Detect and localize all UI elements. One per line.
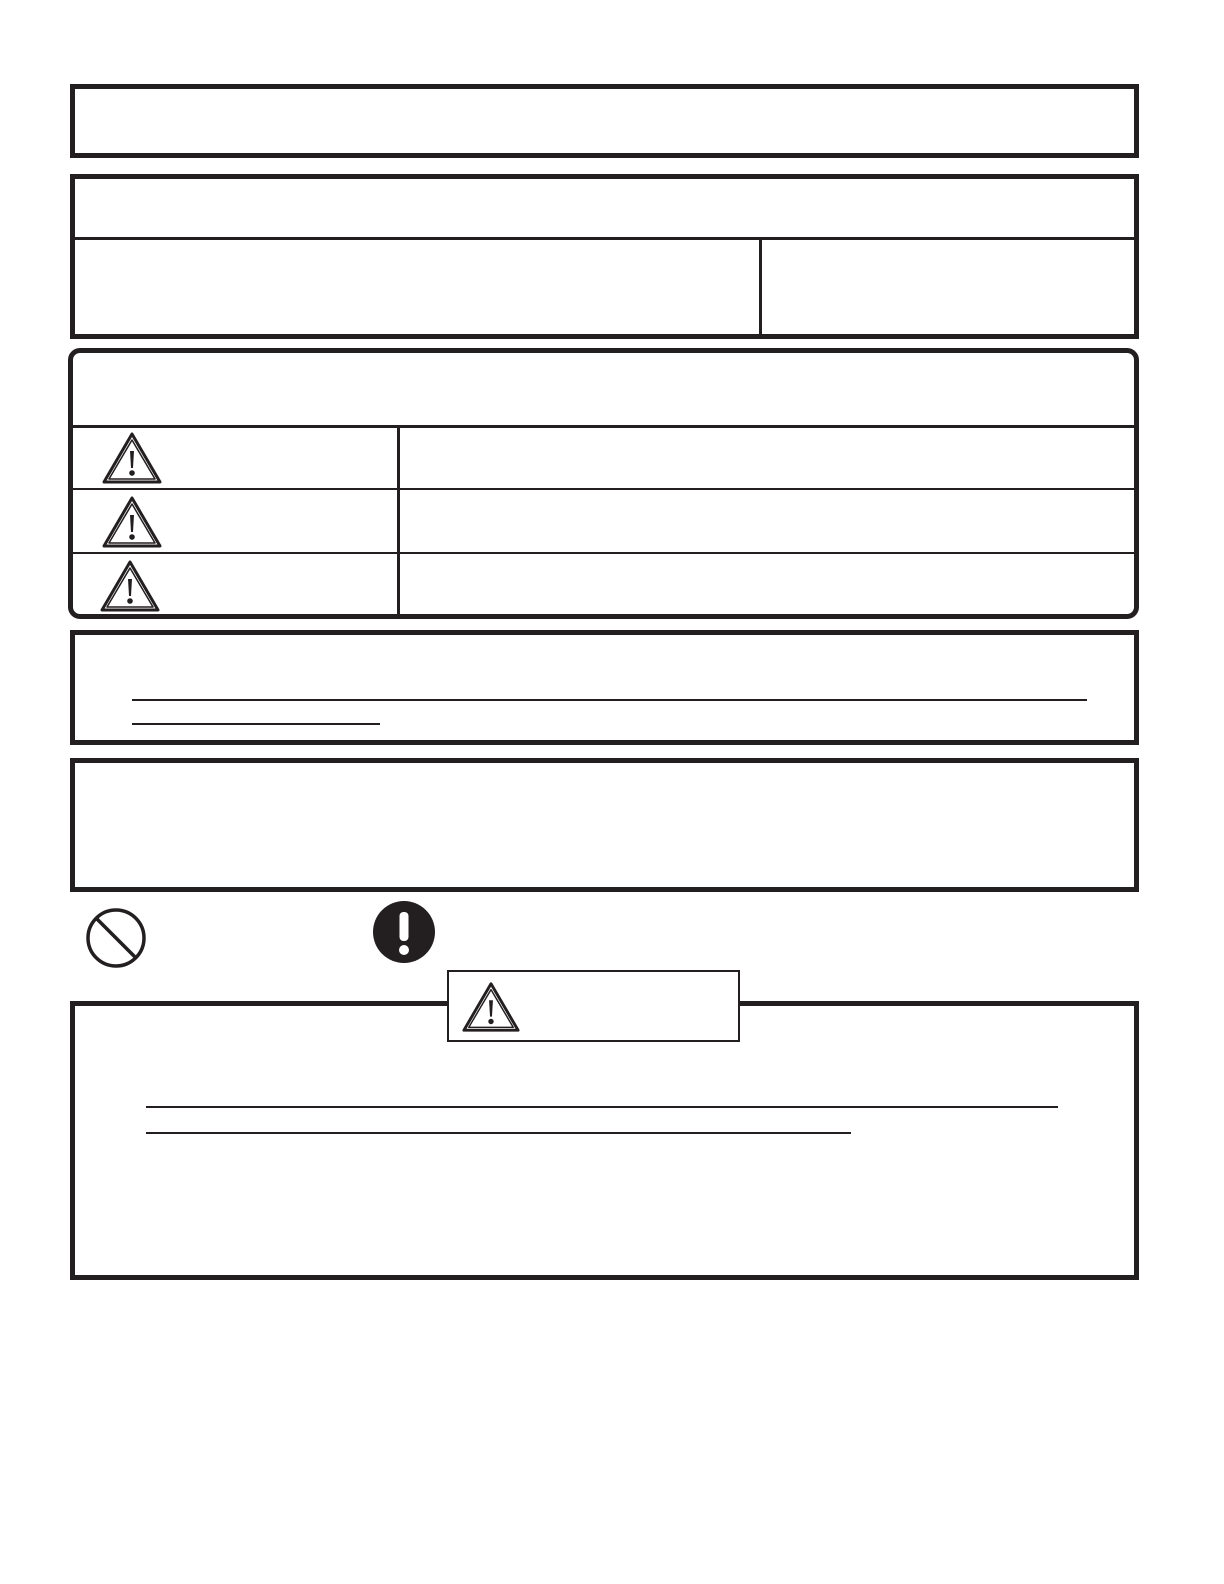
notice-underline-2 bbox=[132, 723, 380, 725]
warning-label-box bbox=[447, 970, 740, 1042]
mandatory-action-icon bbox=[372, 900, 436, 964]
warning-content-box bbox=[70, 1001, 1139, 1280]
prohibited-circle-icon bbox=[84, 906, 148, 970]
hazard-table-row-divider-2 bbox=[73, 552, 1134, 554]
product-info-box bbox=[70, 174, 1139, 339]
hazard-table-header-divider bbox=[73, 425, 1134, 428]
hazard-definitions-table bbox=[68, 348, 1139, 619]
warning-underline-2 bbox=[146, 1132, 851, 1134]
symbol-explanation-box bbox=[70, 758, 1139, 892]
warning-triangle-icon bbox=[461, 980, 521, 1034]
warning-triangle-icon bbox=[101, 495, 163, 549]
product-info-row-divider bbox=[75, 237, 1134, 240]
header-box bbox=[70, 84, 1139, 158]
hazard-table-column-divider bbox=[397, 425, 400, 614]
warning-triangle-icon bbox=[101, 431, 163, 485]
hazard-table-row-divider-1 bbox=[73, 488, 1134, 490]
notice-underline-1 bbox=[132, 699, 1087, 701]
notice-box bbox=[70, 630, 1139, 745]
product-info-column-divider bbox=[759, 237, 762, 334]
warning-underline-1 bbox=[146, 1106, 1058, 1108]
warning-triangle-icon bbox=[99, 559, 161, 613]
